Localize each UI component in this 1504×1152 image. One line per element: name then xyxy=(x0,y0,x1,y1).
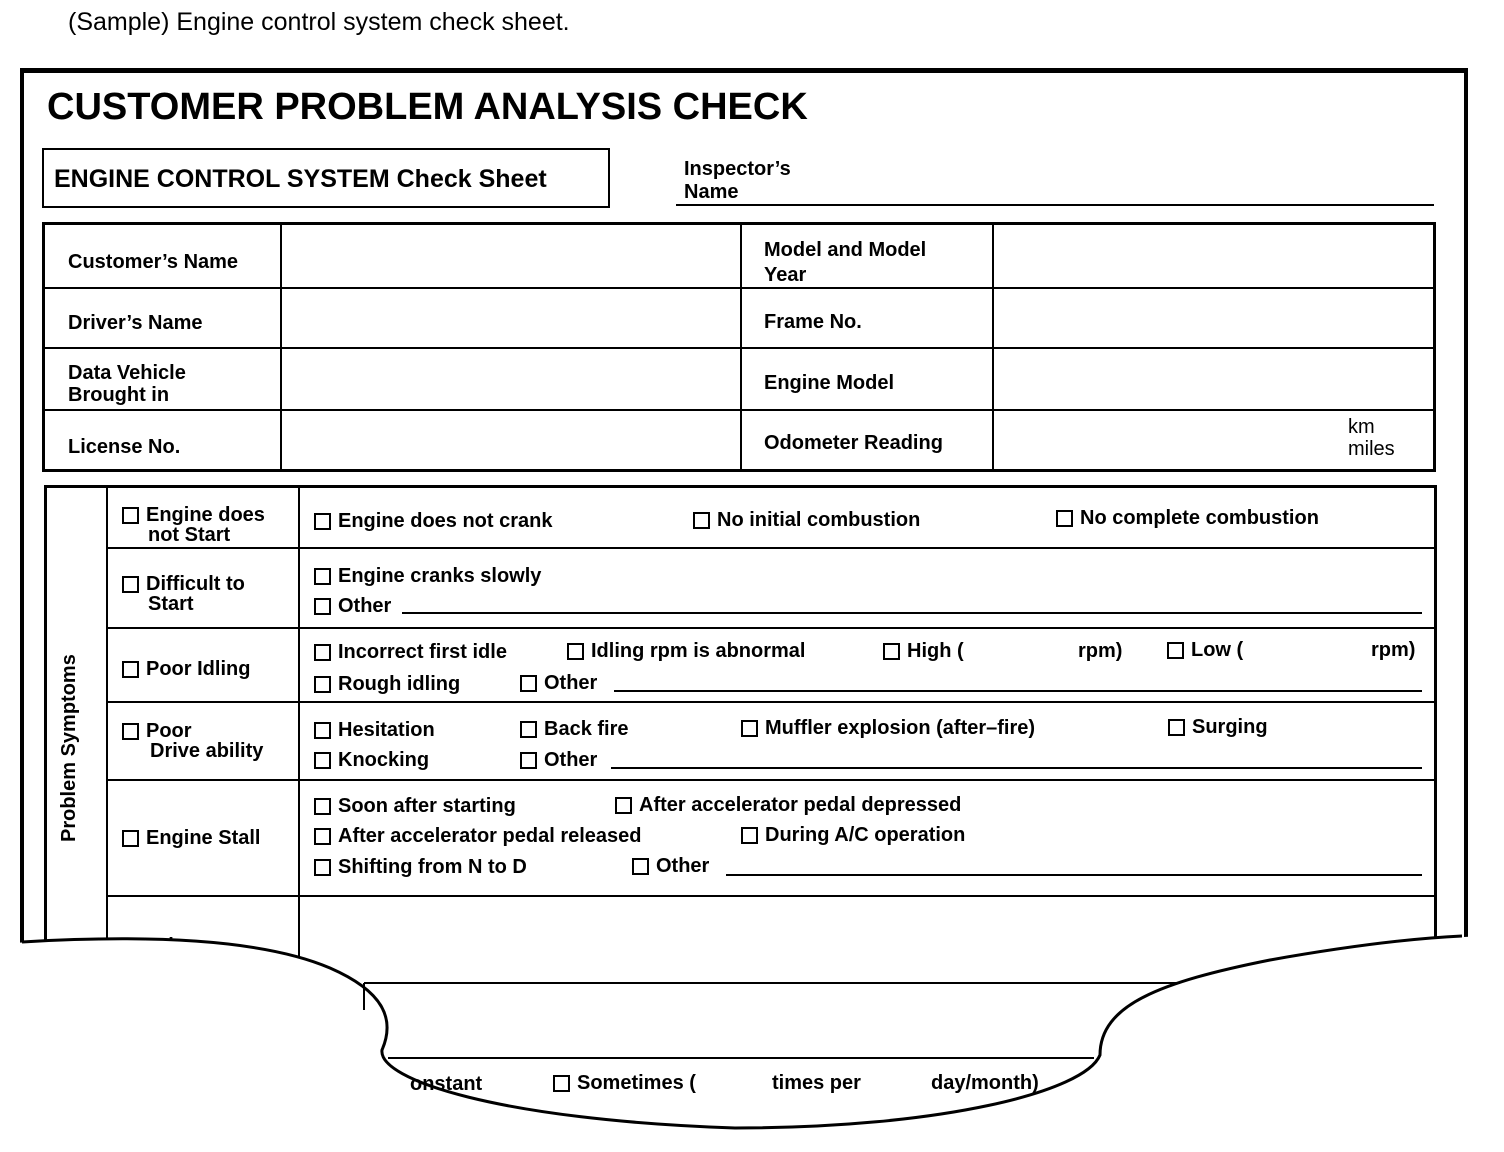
option-label: Muffler explosion (after–fire) xyxy=(765,717,1036,739)
option-label: After accelerator pedal depressed xyxy=(639,794,962,816)
model-label-line2: Year xyxy=(764,264,807,286)
option-label: Low ( xyxy=(1191,639,1244,661)
driver-name-label: Driver’s Name xyxy=(68,312,203,334)
option-label: Engine does not crank xyxy=(338,510,553,532)
date-label-line2: Brought in xyxy=(68,384,170,406)
sheet-subtitle: ENGINE CONTROL SYSTEM Check Sheet xyxy=(54,165,547,193)
sheet-title: CUSTOMER PROBLEM ANALYSIS CHECK xyxy=(47,86,808,128)
option-label: Other xyxy=(544,672,598,694)
option-sometimes[interactable] xyxy=(553,1072,696,1095)
license-no-label: License No. xyxy=(68,436,181,458)
option-label: After accelerator pedal released xyxy=(338,825,642,847)
inspector-label-line2: Name xyxy=(684,181,739,203)
option-label: No initial combustion xyxy=(717,509,921,531)
low-rpm-unit: rpm) xyxy=(1371,639,1416,661)
option-label: Other xyxy=(338,595,392,617)
option-label: Soon after starting xyxy=(338,795,516,817)
date-label-line1: Data Vehicle xyxy=(68,362,186,384)
category-label-line2: Drive ability xyxy=(150,740,264,762)
option-label: Hesitation xyxy=(338,719,435,741)
option-label: Rough idling xyxy=(338,673,461,695)
engine-model-label: Engine Model xyxy=(764,372,894,394)
option-label: Back fire xyxy=(544,718,629,740)
category-label: Engine Stall xyxy=(146,827,261,849)
frequency-day-month: day/month) xyxy=(931,1072,1039,1094)
category-label-line1: Engine does xyxy=(146,504,265,526)
document-caption: (Sample) Engine control system check sheet. xyxy=(68,8,570,36)
option-label: Surging xyxy=(1192,716,1268,738)
model-label-line1: Model and Model xyxy=(764,239,927,261)
option-label: No complete combustion xyxy=(1080,507,1319,529)
frequency-constant: onstant xyxy=(410,1073,483,1095)
option-label: High ( xyxy=(907,640,964,662)
frame-no-label: Frame No. xyxy=(764,311,862,333)
option-label: Incorrect first idle xyxy=(338,641,507,663)
customer-name-label: Customer’s Name xyxy=(68,251,239,273)
category-label-line2: not Start xyxy=(148,524,231,546)
high-rpm-unit: rpm) xyxy=(1078,640,1123,662)
category-label: Poor Idling xyxy=(146,658,251,680)
problem-symptoms-label: Problem Symptoms xyxy=(58,654,80,842)
miles-unit: miles xyxy=(1348,438,1395,460)
option-label: Other xyxy=(544,749,598,771)
category-label-line2: Start xyxy=(148,593,194,615)
odometer-label: Odometer Reading xyxy=(764,432,943,454)
option-label: Idling rpm is abnormal xyxy=(591,640,806,662)
option-label: Sometimes ( xyxy=(577,1072,696,1094)
category-label-line1: Difficult to xyxy=(146,573,245,595)
option-label: Knocking xyxy=(338,749,430,771)
inspector-label-line1: Inspector’s xyxy=(684,158,791,180)
frequency-times-per: times per xyxy=(772,1072,861,1094)
option-label: Shifting from N to D xyxy=(338,856,527,878)
option-label: During A/C operation xyxy=(765,824,966,846)
km-unit: km xyxy=(1348,416,1375,438)
category-label-line1: Poor xyxy=(146,720,192,742)
checkbox-icon[interactable] xyxy=(553,1075,570,1092)
option-label: Engine cranks slowly xyxy=(338,565,542,587)
option-label: Other xyxy=(656,855,710,877)
